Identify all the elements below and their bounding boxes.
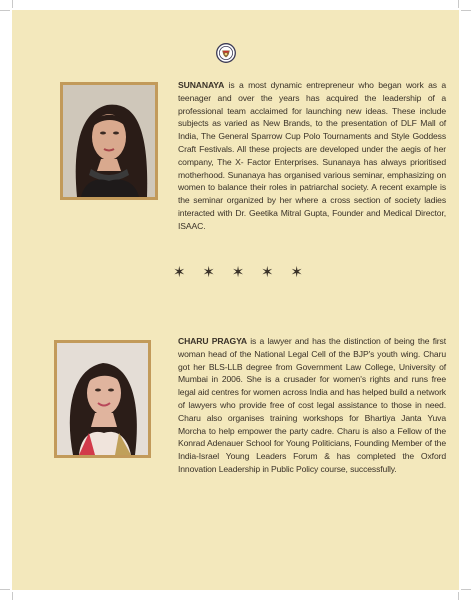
seal-emblem-icon [216, 43, 236, 63]
profile-bio [178, 335, 446, 476]
star-icon: ✶ [173, 262, 186, 281]
portrait-photo [60, 82, 158, 200]
crop-mark [12, 0, 13, 8]
crop-mark [0, 10, 10, 11]
profile-name: CHARU PRAGYA [178, 336, 247, 346]
crop-mark [461, 589, 471, 590]
star-icon: ✶ [290, 262, 303, 281]
crop-mark [461, 10, 471, 11]
star-icon: ✶ [231, 262, 245, 281]
star-divider [173, 262, 303, 282]
profile-bio [178, 79, 446, 233]
profile-text: is a lawyer and has the distinction of being the first woman head of the National Legal Cell of the BJP's youth wing. Charu got her BLS-LLB degree from Government Law College, University of Mumbai in 2006. She is a crusader for women's rights and runs free legal aid centres for women across India and has helped build a network of lawyers who provide free of cost legal assistance to those in need. Charu also organises training workshops for Bhartiya Janta Yuva Morcha to help empower the party cadre. Charu is also a Fellow of the Konrad Adenauer School for Young Politicians, Founding Member of the India-Israel Young Leaders Forum & has completed the Oxford Innovation Leadership in Public Policy course, successfully. [178, 336, 446, 474]
crop-mark [12, 592, 13, 600]
crop-mark [458, 0, 459, 8]
star-icon: ✶ [261, 262, 274, 281]
star-icon: ✶ [202, 262, 215, 281]
profile-name: SUNANAYA [178, 80, 225, 90]
crop-mark [0, 589, 10, 590]
crop-mark [458, 592, 459, 600]
portrait-photo [54, 340, 151, 458]
profile-text: is a most dynamic entrepreneur who began work as a teenager and over the years has acquired the leadership of a professional team acclaimed for launching new ideas. These include subjects as varied as New Brands, to the presentation of DLF Mall of India, The General Sparrow Cup Polo Tournaments and Style Goddess Craft Festivals. All these projects are developed under the aegis of her company, The X- Factor Enterprises. Sunanaya has always prioritised motherhood. Sunanaya has organised various seminar, emphasizing on women to balance their roles in patriarchal society. A recent example is the seminar organized by her where a cross section of society ladies interacted with Dr. Geetika Mitral Gupta, Founder and Medical Director, ISAAC. [178, 80, 446, 231]
